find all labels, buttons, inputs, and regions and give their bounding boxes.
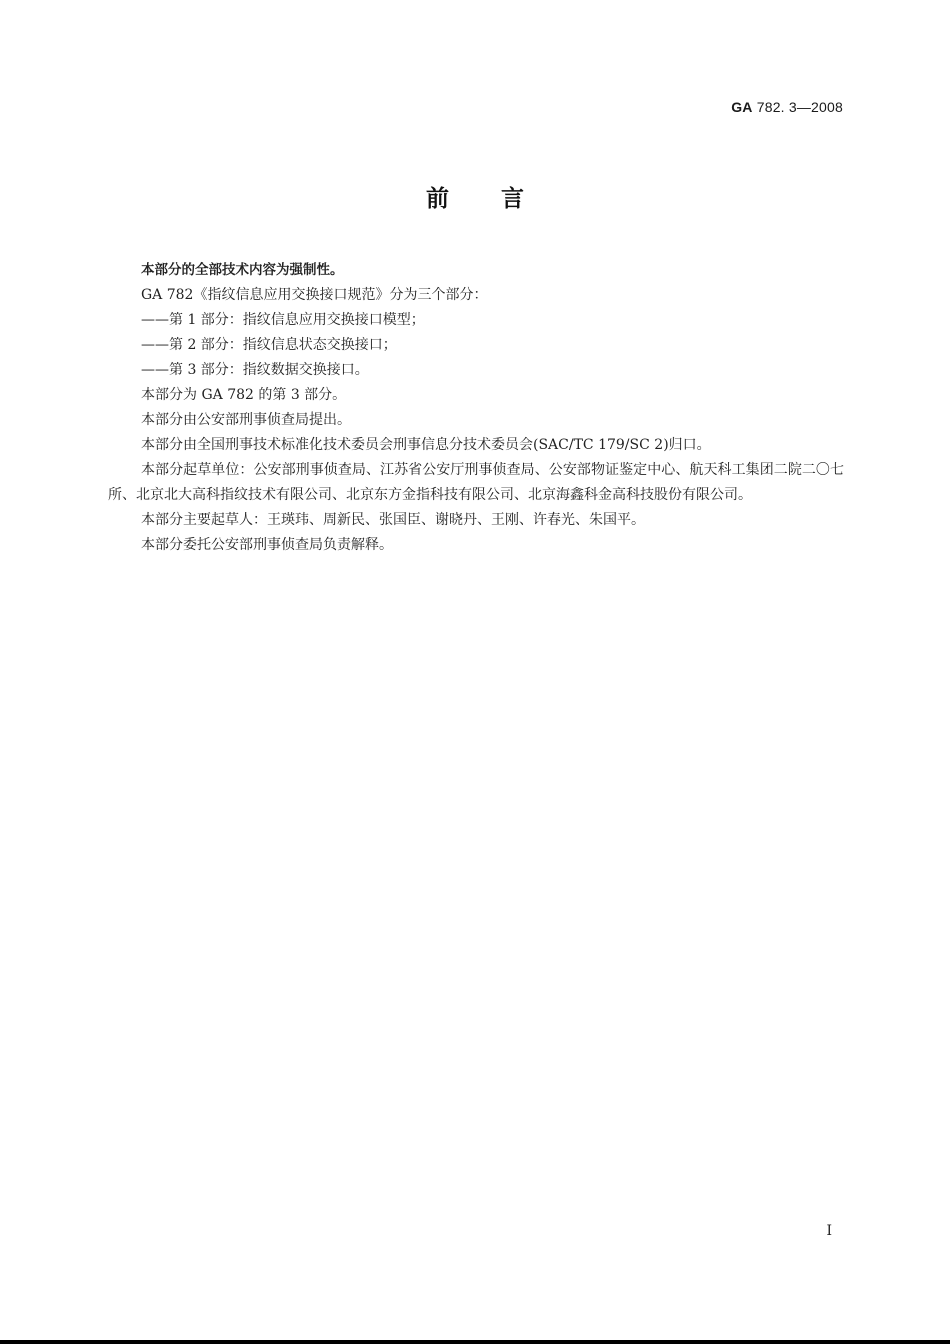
drafting-units-paragraph: 本部分起草单位：公安部刑事侦查局、江苏省公安厅刑事侦查局、公安部物证鉴定中心、航天科工集团二院二〇七所、北京北大高科指纹技术有限公司、北京东方金指科技有限公司、北京海鑫科金高科技股份有限公司。 bbox=[108, 462, 844, 503]
part-list-item-3: ——第 3 部分：指纹数据交换接口。 bbox=[141, 362, 369, 378]
bottom-border bbox=[0, 1340, 950, 1344]
part-list-item-1: ——第 1 部分：指纹信息应用交换接口模型； bbox=[141, 312, 425, 328]
proposed-by-paragraph: 本部分由公安部刑事侦查局提出。 bbox=[141, 412, 351, 428]
standard-number-value: 782. 3—2008 bbox=[756, 99, 843, 115]
this-part-paragraph: 本部分为 GA 782 的第 3 部分。 bbox=[141, 387, 347, 403]
page-title: 前言 bbox=[426, 186, 576, 212]
centralized-by-paragraph: 本部分由全国刑事技术标准化技术委员会刑事信息分技术委员会(SAC/TC 179/SC 2)归口。 bbox=[141, 437, 711, 453]
foreword-body bbox=[108, 258, 844, 558]
interpretation-paragraph: 本部分委托公安部刑事侦查局负责解释。 bbox=[141, 537, 393, 553]
mandatory-statement: 本部分的全部技术内容为强制性。 bbox=[141, 262, 344, 278]
drafters-paragraph: 本部分主要起草人：王瑛玮、周新民、张国臣、谢晓丹、王刚、许春光、朱国平。 bbox=[141, 512, 645, 528]
part-list-item-2: ——第 2 部分：指纹信息状态交换接口； bbox=[141, 337, 397, 353]
page-number: I bbox=[826, 1223, 832, 1239]
standard-code: GA bbox=[731, 99, 753, 115]
standard-number bbox=[731, 99, 843, 115]
intro-paragraph: GA 782《指纹信息应用交换接口规范》分为三个部分： bbox=[141, 287, 488, 303]
